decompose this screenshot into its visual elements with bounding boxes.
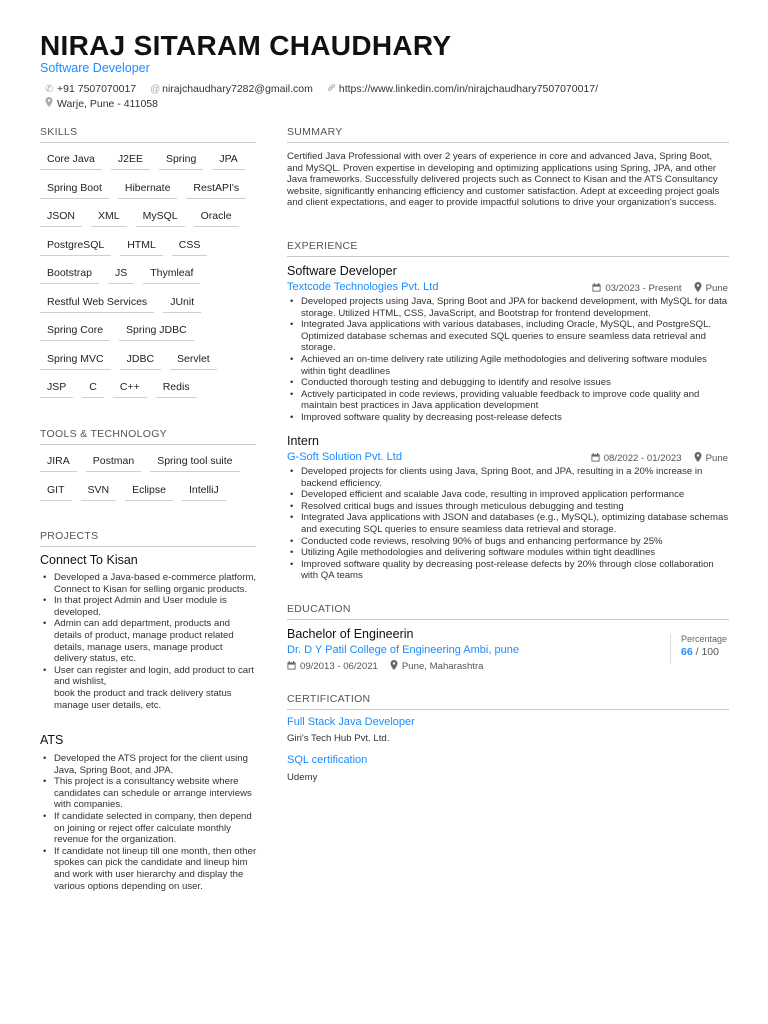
skill-chip: JSON xyxy=(40,207,82,227)
certificate-issuer: Udemy xyxy=(287,772,318,783)
project-title: ATS xyxy=(40,733,64,747)
location-item xyxy=(694,282,728,294)
tool-chip: SVN xyxy=(81,481,117,501)
job-title: Software Developer xyxy=(287,264,397,278)
project-bullet: • This project is a consultancy website where candidates can schedule or arrange interviews with companies. xyxy=(40,776,258,811)
date-item xyxy=(287,661,378,672)
project-bullets xyxy=(40,572,258,711)
job-bullet: • Developed projects using Java, Spring Boot and JPA for backend development, with MySQL for data storage. Utilized HTML, CSS, JavaScript, and Bootstrap for frontend development. xyxy=(287,296,729,319)
score-max: 100 xyxy=(701,646,719,658)
skill-chip: Spring MVC xyxy=(40,350,111,370)
skill-chip: Redis xyxy=(156,378,197,398)
skill-chip: XML xyxy=(91,207,127,227)
skill-chip: Oracle xyxy=(194,207,239,227)
skill-chip: Hibernate xyxy=(118,179,178,199)
project-bullet: • If candidate selected in company, then depend on joining or reject offer calculate monthly revenue for the organization. xyxy=(40,811,258,846)
job-location: Pune xyxy=(705,452,728,464)
project-title: Connect To Kisan xyxy=(40,553,138,567)
skill-chip: Servlet xyxy=(170,350,217,370)
certificate-name: SQL certification xyxy=(287,754,368,766)
job-bullet: • Achieved an on-time delivery rate utilizing Agile methodologies and delivering software modules within tight deadlines xyxy=(287,354,729,377)
job-bullet: • Improved software quality by decreasing post-release defects by 20% through close collaboration with QA teams xyxy=(287,559,729,582)
job-meta xyxy=(592,282,728,294)
phone-icon: ✆ xyxy=(45,83,54,95)
tool-chip: IntelliJ xyxy=(182,481,226,501)
tool-chip: GIT xyxy=(40,481,72,501)
project-bullet: • Developed a Java-based e-commerce platform, Connect to Kisan for selling organic products. xyxy=(40,572,258,595)
phone-text: +91 7507070017 xyxy=(57,83,137,95)
education-meta xyxy=(287,660,483,672)
skill-chip: Spring Boot xyxy=(40,179,109,199)
project-bullets xyxy=(40,753,258,892)
map-pin-icon xyxy=(390,660,398,672)
skill-chip: Spring JDBC xyxy=(119,321,194,341)
candidate-role: Software Developer xyxy=(40,61,150,75)
location-item xyxy=(45,97,158,110)
skill-chip: JPA xyxy=(212,150,244,170)
skill-chip: Thymleaf xyxy=(143,264,200,284)
job-bullet: • Integrated Java applications with various databases, including Oracle, MySQL, and PostgreSQL. Optimized database schemas and executed SQL queries to ensure seamless data retrieval and storage. xyxy=(287,319,729,354)
calendar-icon xyxy=(592,283,601,294)
education-score xyxy=(670,634,727,664)
certificate-issuer: Giri's Tech Hub Pvt. Ltd. xyxy=(287,733,390,744)
skill-chip: Spring Core xyxy=(40,321,110,341)
job-title: Intern xyxy=(287,434,319,448)
project-bullet: • Developed the ATS project for the client using Java, Spring Boot, and JPA. xyxy=(40,753,258,776)
score-value xyxy=(681,646,727,658)
job-bullets xyxy=(287,296,729,424)
location-item xyxy=(694,452,728,464)
summary-heading: SUMMARY xyxy=(287,126,729,143)
phone-item xyxy=(45,83,136,95)
skill-chip: CSS xyxy=(172,236,208,256)
tool-chip: Postman xyxy=(86,452,141,472)
project-bullet: • If candidate not lineup till one month, then other spokes can pick the candidate and lineup him and work with user hierarchy and display the various options depending on user. xyxy=(40,846,258,892)
skill-chip: Spring xyxy=(159,150,203,170)
tools-list xyxy=(40,452,258,509)
tool-chip: Eclipse xyxy=(125,481,173,501)
skills-heading: SKILLS xyxy=(40,126,256,143)
date-item xyxy=(591,453,682,464)
tool-chip: JIRA xyxy=(40,452,77,472)
candidate-name: NIRAJ SITARAM CHAUDHARY xyxy=(40,30,452,61)
linkedin-item[interactable] xyxy=(327,83,598,95)
map-pin-icon xyxy=(694,452,702,464)
project-bullet: • Admin can add department, products and details of product, manage product related details, manage users, manage product delivery status, etc. xyxy=(40,618,258,664)
skill-chip: Bootstrap xyxy=(40,264,99,284)
education-heading: EDUCATION xyxy=(287,603,729,620)
tools-heading: TOOLS & TECHNOLOGY xyxy=(40,428,256,445)
skill-chip: JSP xyxy=(40,378,73,398)
job-bullet: • Utilizing Agile methodologies and delivering software modules within tight deadlines xyxy=(287,547,729,559)
skill-chip: C xyxy=(82,378,104,398)
skill-chip: C++ xyxy=(113,378,147,398)
project-bullet: • User can register and login, add product to cart and wishlist, book the product and track delivery status manage user details, etc. xyxy=(40,665,258,711)
certificate-name: Full Stack Java Developer xyxy=(287,716,415,728)
skill-chip: MySQL xyxy=(136,207,185,227)
job-meta xyxy=(591,452,728,464)
job-bullet: • Integrated Java applications with JSON and databases (e.g., MySQL), optimizing database schemas and executing SQL queries to ensure seamless data retrieval and storage. xyxy=(287,512,729,535)
link-icon xyxy=(327,83,335,95)
location-text: Warje, Pune - 411058 xyxy=(57,97,158,110)
map-pin-icon xyxy=(45,97,53,110)
project-bullet: • In that project Admin and User module is developed. xyxy=(40,595,258,618)
location-row xyxy=(45,97,172,110)
map-pin-icon xyxy=(694,282,702,294)
score-separator: / xyxy=(695,646,702,658)
location-item xyxy=(390,660,484,672)
projects-heading: PROJECTS xyxy=(40,530,256,547)
at-icon: @ xyxy=(150,83,161,95)
skill-chip: J2EE xyxy=(111,150,150,170)
date-item xyxy=(592,283,681,294)
job-bullet: • Conducted thorough testing and debugging to identify and resolve issues xyxy=(287,377,729,389)
education-location: Pune, Maharashtra xyxy=(401,660,484,672)
skill-chip: JUnit xyxy=(163,293,201,313)
job-location: Pune xyxy=(705,282,728,294)
email-text[interactable]: nirajchaudhary7282@gmail.com xyxy=(162,83,313,95)
job-dates: 08/2022 - 01/2023 xyxy=(603,452,682,464)
company-name: G-Soft Solution Pvt. Ltd xyxy=(287,451,402,463)
school-name: Dr. D Y Patil College of Engineering Ambi, pune xyxy=(287,644,519,656)
job-bullet: • Actively participated in code reviews, providing valuable feedback to improve code quality and maintain best practices in Java application development xyxy=(287,389,729,412)
skill-chip: JDBC xyxy=(120,350,161,370)
job-bullet: • Conducted code reviews, resolving 90% of bugs and enhancing performance by 25% xyxy=(287,536,729,548)
skill-chip: Core Java xyxy=(40,150,102,170)
linkedin-text[interactable]: https://www.linkedin.com/in/nirajchaudhary7507070017/ xyxy=(338,83,599,95)
skill-chip: RestAPI's xyxy=(186,179,246,199)
contact-row xyxy=(45,83,612,95)
score-label: Percentage xyxy=(681,634,728,644)
tool-chip: Spring tool suite xyxy=(150,452,239,472)
calendar-icon xyxy=(287,661,296,672)
email-item[interactable] xyxy=(150,83,313,95)
calendar-icon xyxy=(591,453,600,464)
certification-heading: CERTIFICATION xyxy=(287,693,729,710)
job-bullet: • Developed projects for clients using Java, Spring Boot, and JPA, resulting in a 20% increase in backend efficiency. xyxy=(287,466,729,489)
skills-list xyxy=(40,150,258,407)
job-bullets xyxy=(287,466,729,582)
job-bullet: • Developed efficient and scalable Java code, resulting in improved application performance xyxy=(287,489,729,501)
degree-title: Bachelor of Engineerin xyxy=(287,627,414,641)
experience-heading: EXPERIENCE xyxy=(287,240,729,257)
skill-chip: JS xyxy=(108,264,134,284)
skill-chip: Restful Web Services xyxy=(40,293,154,313)
summary-text: Certified Java Professional with over 2 years of experience in core and advanced Java, Spring Boot, and MySQL. Proven expertise in developing and optimizing applications using Spring, JPA, and other Java frameworks. Successfully delivered projects such as Connect to Kisan and the ATS Consultancy website, significantly enhancing efficiency and customer satisfaction. Adept at exceeding project goals and client expectations, and eager to provide impactful solutions to drive your organization's success. xyxy=(287,151,720,209)
company-name: Textcode Technologies Pvt. Ltd xyxy=(287,281,439,293)
skill-chip: HTML xyxy=(120,236,163,256)
score-number: 66 xyxy=(681,646,693,658)
job-bullet: • Improved software quality by decreasing post-release defects xyxy=(287,412,729,424)
job-dates: 03/2023 - Present xyxy=(605,282,682,294)
education-dates: 09/2013 - 06/2021 xyxy=(300,660,378,672)
job-bullet: • Resolved critical bugs and issues through meticulous debugging and testing xyxy=(287,501,729,513)
skill-chip: PostgreSQL xyxy=(40,236,111,256)
